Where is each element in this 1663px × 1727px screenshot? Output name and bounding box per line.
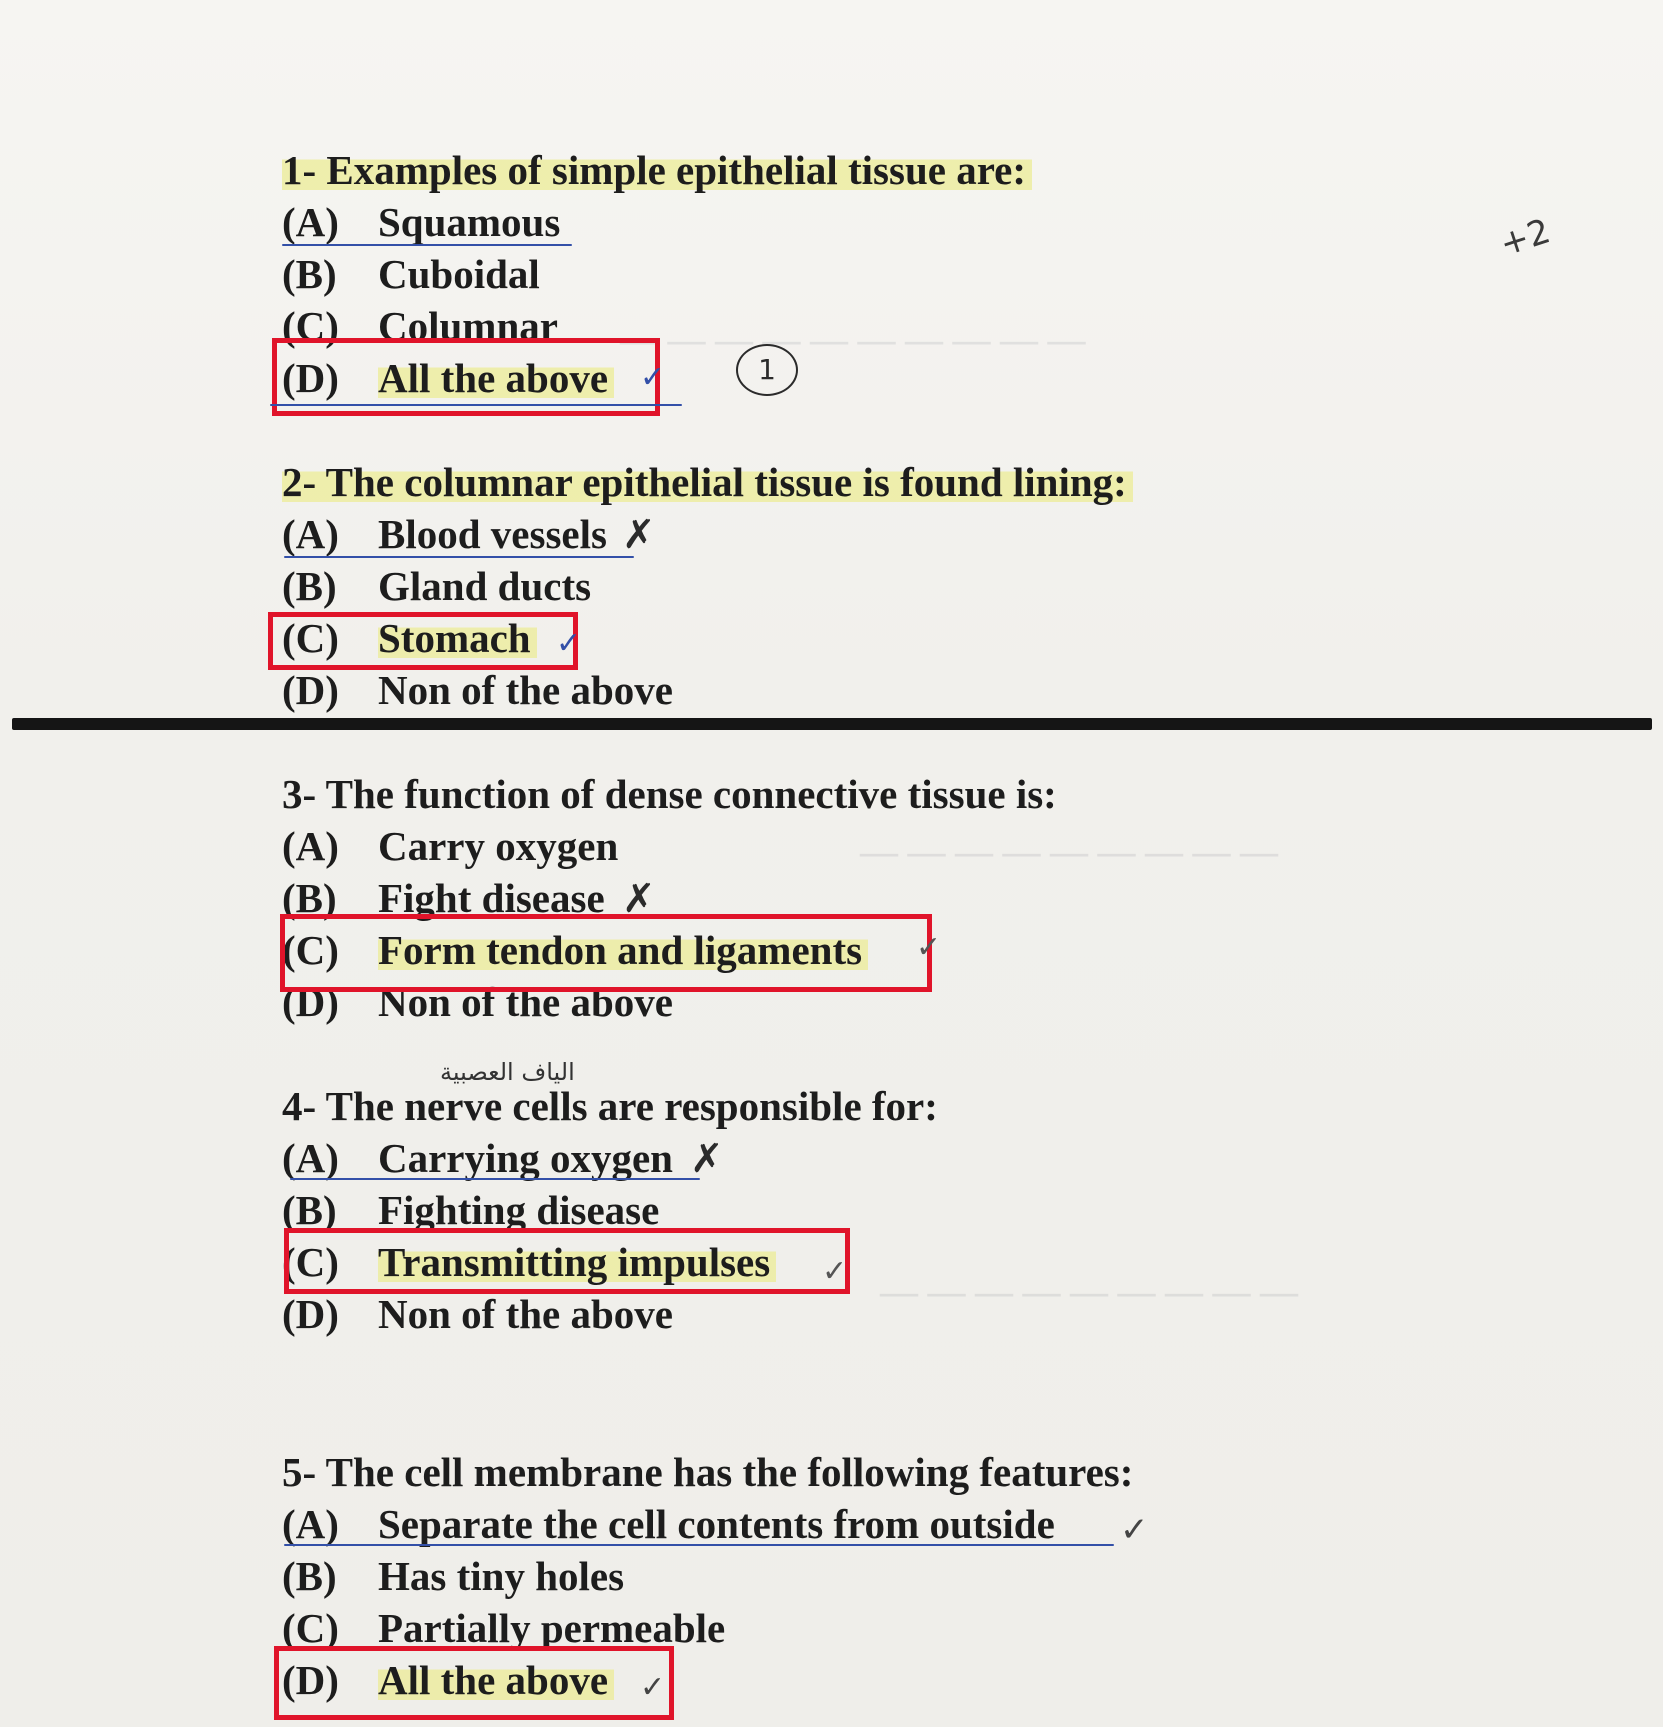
section-divider: [12, 718, 1652, 730]
option-letter: (D): [282, 979, 339, 1025]
option-text: Separate the cell contents from outside: [378, 1501, 1055, 1547]
option-a[interactable]: [282, 508, 1482, 560]
option-letter: (B): [282, 563, 337, 609]
question-4: [282, 1080, 1482, 1340]
option-text: Transmitting impulses: [378, 1236, 776, 1288]
option-letter: (B): [282, 1187, 337, 1233]
answer-highlight-box: [274, 1646, 674, 1720]
answer-highlight-box: [280, 914, 932, 992]
option-text: Partially permeable: [378, 1605, 726, 1651]
option-text: Non of the above: [378, 1291, 673, 1337]
handwritten-arabic-note: الياف العصبية: [440, 1058, 575, 1086]
cross-mark-icon: ✗: [622, 876, 656, 922]
bleed-through-text: — — — — — — — — —: [860, 831, 1278, 873]
option-letter: (D): [282, 1291, 339, 1337]
option-letter: (B): [282, 875, 337, 921]
question-title: 2- The columnar epithelial tissue is found lining:: [282, 456, 1133, 508]
option-d[interactable]: [282, 664, 1482, 716]
option-letter: (D): [282, 1657, 339, 1703]
option-letter: (C): [282, 615, 339, 661]
option-letter: (A): [282, 199, 339, 245]
circled-mark: 1: [736, 344, 798, 396]
option-text: Non of the above: [378, 667, 673, 713]
check-mark-icon: ✓: [640, 360, 666, 395]
bleed-through-text: — — — — — — — — —: [880, 1271, 1298, 1313]
option-a[interactable]: [282, 820, 1482, 872]
score-annotation: +2: [1495, 211, 1556, 265]
option-a[interactable]: [282, 1498, 1482, 1550]
option-a[interactable]: [282, 1132, 1482, 1184]
cross-mark-icon: ✗: [622, 512, 656, 558]
option-text: Fight disease: [378, 875, 605, 921]
option-text: Fighting disease: [378, 1187, 660, 1233]
option-letter: (A): [282, 823, 339, 869]
option-text: Form tendon and ligaments: [378, 924, 868, 976]
pen-underline: [290, 1178, 700, 1180]
answer-highlight-box: [284, 1228, 850, 1294]
pen-underline: [284, 556, 634, 558]
option-letter: (C): [282, 303, 339, 349]
option-letter: (C): [282, 1239, 339, 1285]
option-b[interactable]: [282, 248, 1482, 300]
option-letter: (D): [282, 667, 339, 713]
option-text: All the above: [378, 1654, 614, 1706]
bleed-through-text: — — — — — — — — — —: [620, 319, 1086, 361]
question-2: [282, 456, 1482, 716]
option-text: Blood vessels: [378, 511, 607, 557]
option-letter: (A): [282, 1135, 339, 1181]
option-letter: (B): [282, 251, 337, 297]
question-title: 5- The cell membrane has the following features:: [282, 1449, 1134, 1495]
option-letter: (A): [282, 511, 339, 557]
option-letter: (C): [282, 1605, 339, 1651]
check-mark-icon: ✓: [822, 1254, 848, 1289]
question-title: 3- The function of dense connective tissue is:: [282, 771, 1057, 817]
option-text: Carry oxygen: [378, 823, 619, 869]
cross-mark-icon: ✗: [690, 1136, 724, 1182]
check-mark-icon: ✓: [1120, 1510, 1149, 1550]
option-a[interactable]: [282, 196, 1482, 248]
check-mark-icon: ✓: [916, 930, 942, 965]
pen-underline: [270, 404, 682, 406]
option-letter: (C): [282, 927, 339, 973]
question-title: 1- Examples of simple epithelial tissue are:: [282, 144, 1032, 196]
option-text: Gland ducts: [378, 563, 592, 609]
answer-highlight-box: [268, 612, 578, 670]
pen-underline: [282, 244, 572, 246]
option-text: Cuboidal: [378, 251, 540, 297]
option-d[interactable]: [282, 1288, 1482, 1340]
check-mark-icon: ✓: [640, 1670, 666, 1705]
option-text: Columnar: [378, 303, 558, 349]
option-text: Stomach: [378, 612, 537, 664]
option-b[interactable]: [282, 1550, 1482, 1602]
pen-underline: [284, 1544, 1114, 1546]
option-text: All the above: [378, 352, 614, 404]
option-letter: (B): [282, 1553, 337, 1599]
option-letter: (A): [282, 1501, 339, 1547]
option-text: Squamous: [378, 199, 561, 245]
option-letter: (D): [282, 355, 339, 401]
option-text: Has tiny holes: [378, 1553, 625, 1599]
option-text: Non of the above: [378, 979, 673, 1025]
check-mark-icon: ✓: [556, 626, 582, 661]
option-text: Carrying oxygen: [378, 1135, 673, 1181]
question-title: 4- The nerve cells are responsible for:: [282, 1083, 938, 1129]
option-b[interactable]: [282, 560, 1482, 612]
